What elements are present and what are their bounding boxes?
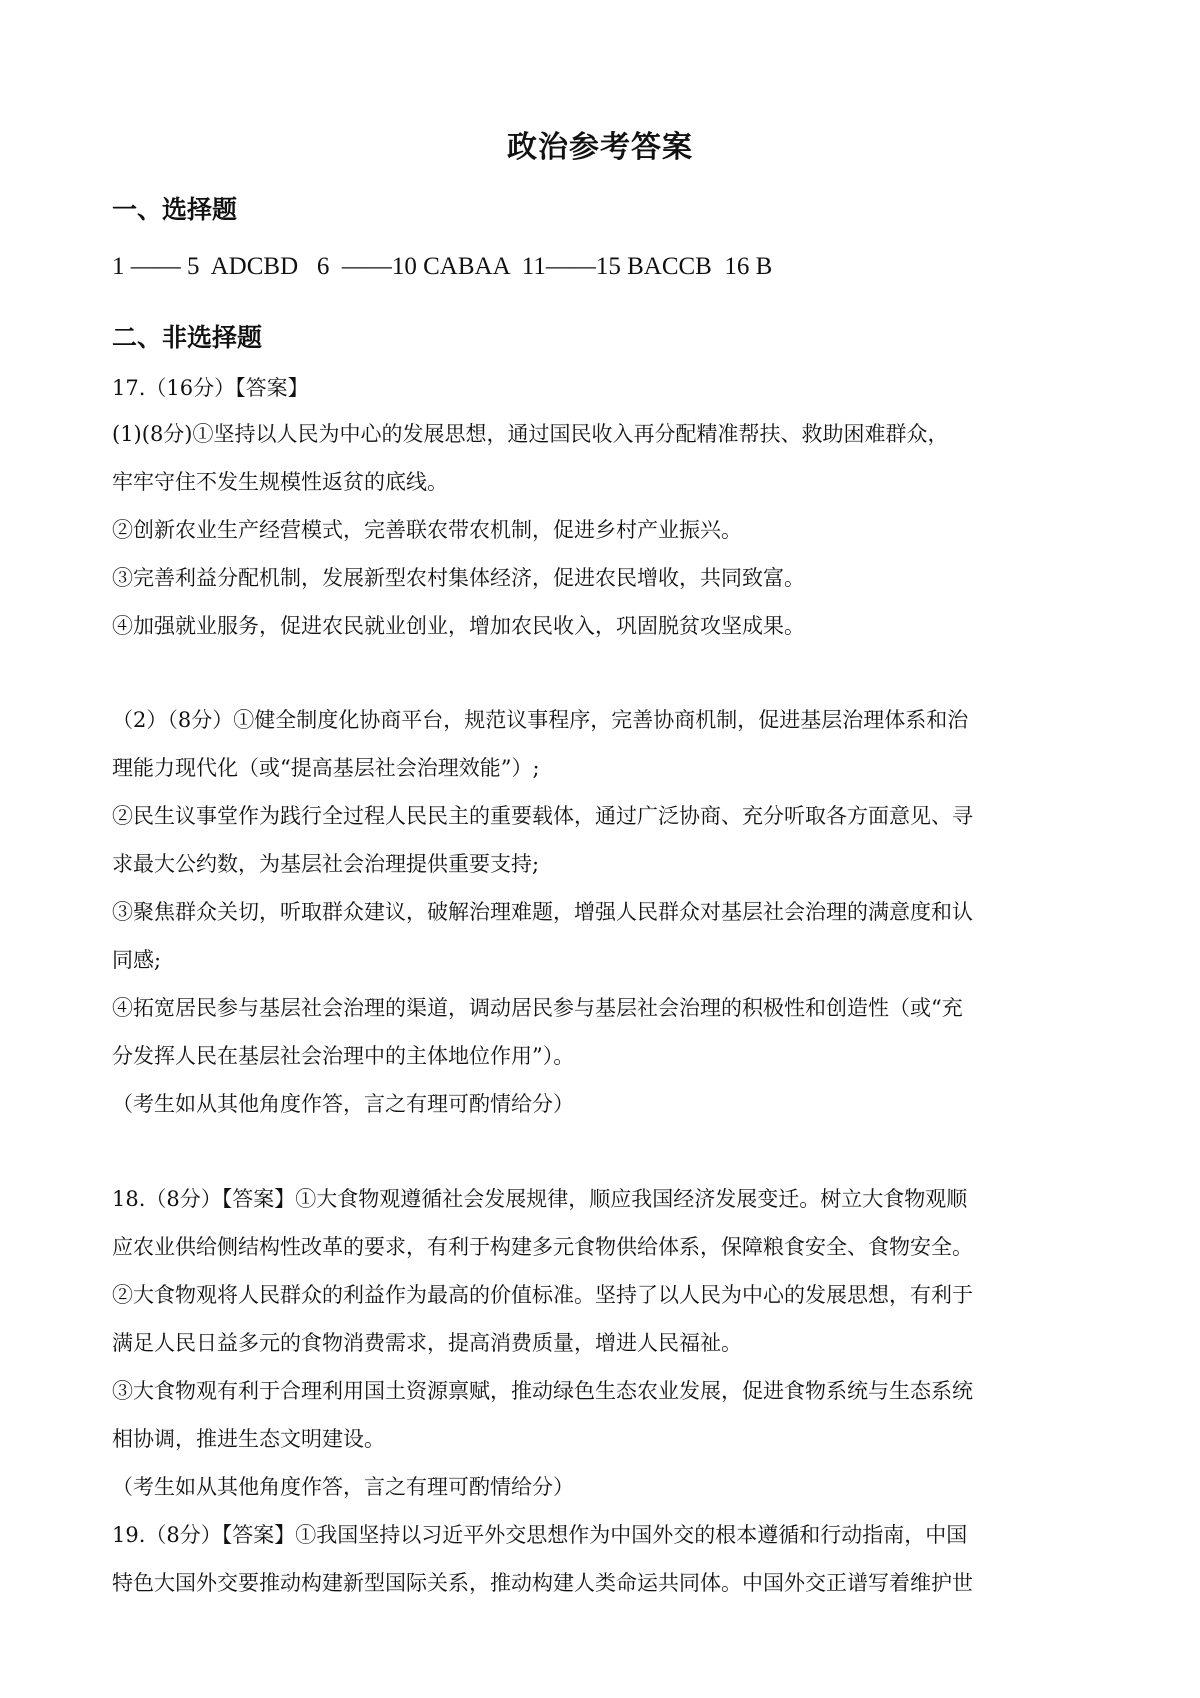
q18-point2-line2: 满足人民日益多元的食物消费需求，提高消费质量，增进人民福祉。 xyxy=(112,1331,742,1355)
q17-part2-point3-line1: ③聚焦群众关切，听取群众建议，破解治理难题，增强人民群众对基层社会治理的满意度和认 xyxy=(112,900,973,924)
q18-line2: 应农业供给侧结构性改革的要求，有利于构建多元食物供给体系，保障粮食安全、食物安全。 xyxy=(112,1235,973,1259)
q17-part2-point4-line2: 分发挥人民在基层社会治理中的主体地位作用”）。 xyxy=(112,1044,575,1068)
q17-part2-line2: 理能力现代化（或“提高基层社会治理效能”）; xyxy=(112,756,540,780)
q17-part2-point3-line2: 同感; xyxy=(112,948,162,972)
q17-part1-point2: ②创新农业生产经营模式，完善联农带农机制，促进乡村产业振兴。 xyxy=(112,518,742,542)
q18-line1: 18.（8分）【答案】①大食物观遵循社会发展规律，顺应我国经济发展变迁。树立大食物观顺 xyxy=(112,1187,968,1211)
q17-part1-line1: (1)(8分)①坚持以人民为中心的发展思想，通过国民收入再分配精准帮扶、救助困难群众， xyxy=(112,422,949,446)
q18-point3-line1: ③大食物观有利于合理利用国土资源禀赋，推动绿色生态农业发展，促进食物系统与生态系统 xyxy=(112,1379,973,1403)
q17-part2-point2-line1: ②民生议事堂作为践行全过程人民民主的重要载体，通过广泛协商、充分听取各方面意见、寻 xyxy=(112,804,973,828)
q18-point3-line2: 相协调，推进生态文明建设。 xyxy=(112,1427,385,1451)
q19-line2: 特色大国外交要推动构建新型国际关系，推动构建人类命运共同体。中国外交正谱写着维护世 xyxy=(112,1571,973,1595)
multiple-choice-answers: 1 —— 5 ADCBD 6 ——10 CABAA 11——15 BACCB 16 B xyxy=(112,253,773,280)
section-heading-non-multiple-choice: 二、非选择题 xyxy=(112,323,263,352)
q17-header: 17.（16分）【答案】 xyxy=(112,376,309,400)
page-title: 政治参考答案 xyxy=(507,130,693,165)
q17-part2-point2-line2: 求最大公约数，为基层社会治理提供重要支持; xyxy=(112,852,540,876)
q18-grading-note: （考生如从其他角度作答，言之有理可酌情给分） xyxy=(112,1475,574,1499)
q17-grading-note: （考生如从其他角度作答，言之有理可酌情给分） xyxy=(112,1092,574,1116)
q17-part1-point3: ③完善利益分配机制，发展新型农村集体经济，促进农民增收，共同致富。 xyxy=(112,566,805,590)
section-heading-multiple-choice: 一、选择题 xyxy=(112,195,238,224)
q18-point2-line1: ②大食物观将人民群众的利益作为最高的价值标准。坚持了以人民为中心的发展思想，有利于 xyxy=(112,1283,973,1307)
q17-part1-point4: ④加强就业服务，促进农民就业创业，增加农民收入，巩固脱贫攻坚成果。 xyxy=(112,614,805,638)
q17-part2-line1: （2）（8分）①健全制度化协商平台，规范议事程序，完善协商机制，促进基层治理体系和治 xyxy=(112,708,969,732)
q17-part2-point4-line1: ④拓宽居民参与基层社会治理的渠道，调动居民参与基层社会治理的积极性和创造性（或“充 xyxy=(112,996,963,1020)
q19-line1: 19.（8分）【答案】①我国坚持以习近平外交思想作为中国外交的根本遵循和行动指南，中国 xyxy=(112,1523,968,1547)
q17-part1-line2: 牢牢守住不发生规模性返贫的底线。 xyxy=(112,470,448,494)
